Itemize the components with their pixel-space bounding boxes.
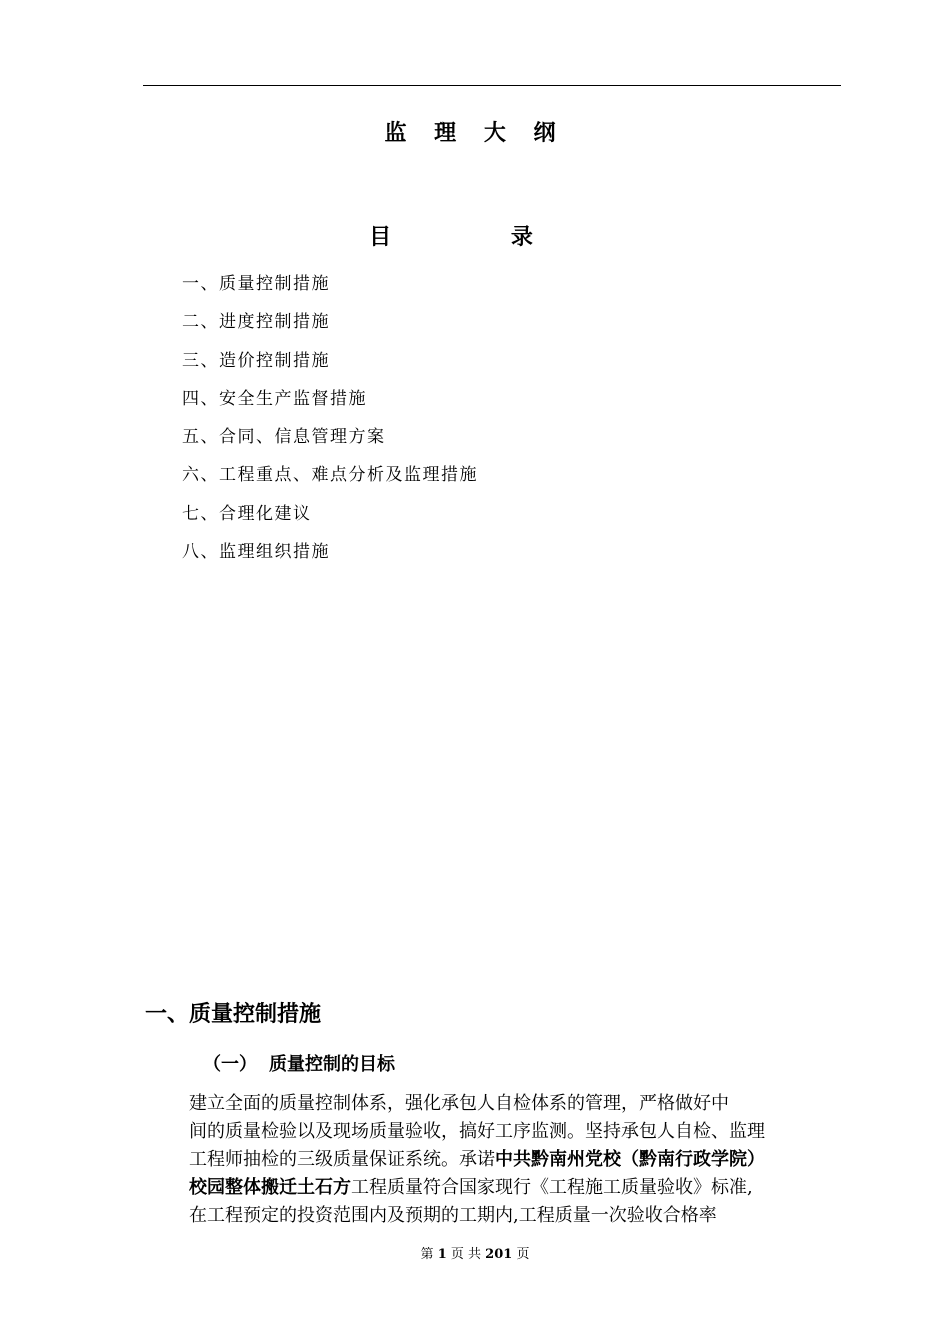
paragraph-line <box>145 1174 843 1202</box>
footer-prefix: 第 <box>420 1247 434 1262</box>
section-heading: 一、质量控制措施 <box>145 1002 322 1027</box>
paragraph-text: 工程师抽检的三级质量保证系统。承诺 <box>189 1149 495 1170</box>
sub-heading <box>203 1050 395 1080</box>
toc-list <box>182 270 478 576</box>
toc-item: 四、安全生产监督措施 <box>182 388 367 409</box>
toc-item: 三、造价控制措施 <box>182 350 330 371</box>
toc-item: 一、质量控制措施 <box>182 274 330 294</box>
paragraph-line: 间的质量检验以及现场质量验收，搞好工序监测。坚持承包人自检、监理 <box>189 1121 765 1142</box>
body-paragraph <box>145 1090 843 1230</box>
sub-heading-text: 质量控制的目标 <box>269 1054 395 1075</box>
header-rule <box>143 85 841 86</box>
project-name-bold: 校园整体搬迁土石方 <box>189 1177 351 1198</box>
footer-current-page: 1 <box>437 1247 447 1262</box>
project-name-bold: 中共黔南州党校（黔南行政学院） <box>495 1149 765 1170</box>
sub-heading-number: （一） <box>203 1054 257 1075</box>
toc-title: 目 录 <box>369 225 589 250</box>
toc-item: 七、合理化建议 <box>182 503 312 524</box>
toc-item: 八、监理组织措施 <box>182 542 330 563</box>
document-title: 监 理 大 纲 <box>384 121 566 146</box>
paragraph-line <box>145 1146 843 1174</box>
toc-item: 二、进度控制措施 <box>182 312 330 333</box>
toc-item: 五、合同、信息管理方案 <box>182 427 386 448</box>
footer-total-pages: 201 <box>485 1247 513 1262</box>
footer-suffix: 页 <box>516 1247 530 1262</box>
footer-middle: 页 共 <box>450 1247 482 1262</box>
paragraph-line: 在工程预定的投资范围内及预期的工期内,工程质量一次验收合格率 <box>189 1205 717 1226</box>
paragraph-text: 工程质量符合国家现行《工程施工质量验收》标准, <box>351 1177 753 1198</box>
paragraph-line: 建立全面的质量控制体系，强化承包人自检体系的管理，严格做好中 <box>189 1093 729 1114</box>
page-footer <box>0 1245 950 1265</box>
toc-item: 六、工程重点、难点分析及监理措施 <box>182 465 478 486</box>
